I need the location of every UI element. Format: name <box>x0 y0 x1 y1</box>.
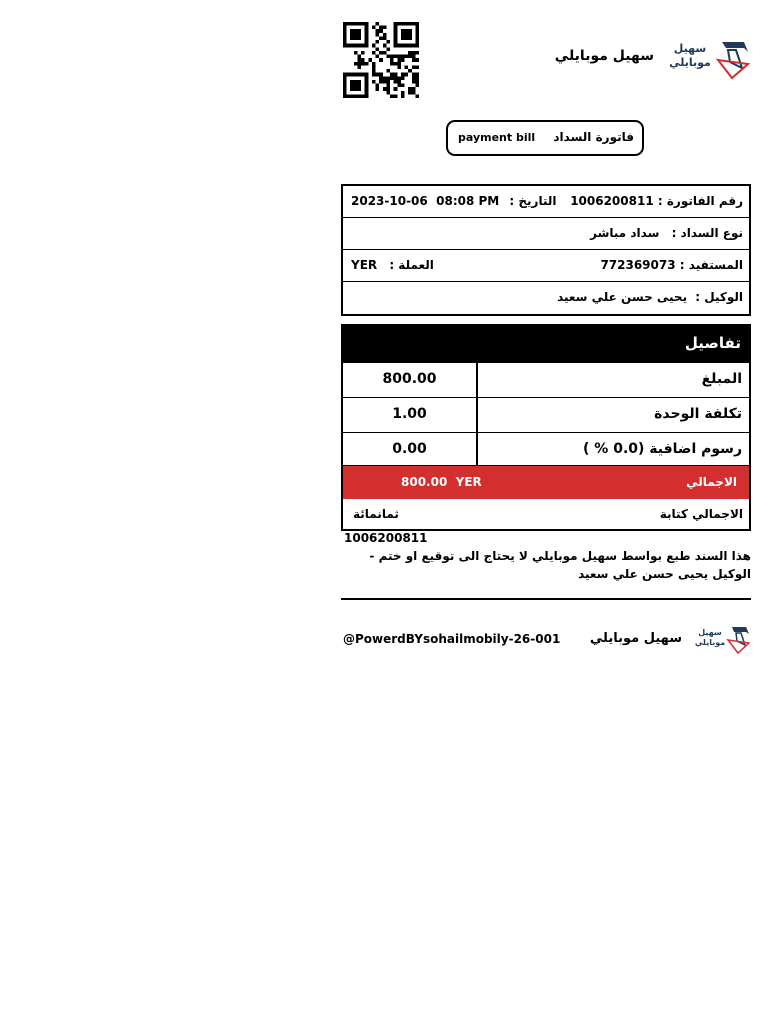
reference-number: 1006200811 <box>344 531 428 545</box>
details-row-extra-fees <box>343 433 749 466</box>
divider <box>341 598 751 600</box>
qr-code-icon <box>341 22 421 98</box>
logo-text: سهيل موبايلي <box>669 42 711 69</box>
note-line-2: الوكيل يحيى حسن علي سعيد <box>578 567 751 581</box>
footer-brand-name: سهيل موبايلي <box>589 631 682 646</box>
currency-value: YER <box>351 258 378 272</box>
agent-field <box>557 290 743 304</box>
payment-type-field <box>590 226 743 240</box>
beneficiary-field <box>600 258 743 272</box>
unit-cost-value: 1.00 <box>343 398 478 432</box>
extra-fees-label: رسوم اضافية (0.0 % ) <box>583 441 742 457</box>
total-label: الاجمالي <box>686 475 737 489</box>
details-title: تفاصيل <box>684 334 741 352</box>
info-row-invoice <box>343 186 749 218</box>
invoice-number: 1006200811 <box>570 194 654 208</box>
invoice-field <box>570 194 743 208</box>
info-row-agent <box>343 282 749 314</box>
invoice-label: رقم الفاتورة : <box>657 194 743 208</box>
beneficiary-label: المستفيد : <box>679 258 743 272</box>
details-table <box>341 324 751 531</box>
footer-logo-text: سهيل موبايلي <box>694 628 726 647</box>
details-header <box>343 326 749 363</box>
total-words-label: الاجمالي كتابة <box>659 507 743 521</box>
details-row-amount <box>343 363 749 398</box>
title-english: payment bill <box>458 131 536 144</box>
agent-label: الوكيل : <box>695 290 743 304</box>
date-field <box>351 194 556 208</box>
document-title <box>446 120 644 156</box>
currency-label: العملة : <box>389 258 434 272</box>
unit-cost-label: تكلفة الوحدة <box>654 406 742 422</box>
footer-handle: @PowerdBYsohailmobily-26-001 <box>343 632 561 646</box>
footer-logo <box>690 625 750 655</box>
title-arabic: فاتورة السداد <box>553 130 634 144</box>
date-value: 2023-10-06 08:08 PM <box>351 194 500 208</box>
disclaimer-note <box>341 547 751 583</box>
extra-fees-value: 0.00 <box>343 433 478 466</box>
details-row-unit-cost <box>343 398 749 433</box>
amount-value: 800.00 <box>343 363 478 397</box>
total-words-row <box>343 499 749 529</box>
currency-field <box>351 258 434 272</box>
total-words-value: ثمانمائة <box>353 507 399 521</box>
payment-type-label: نوع السداد : <box>671 226 743 240</box>
payment-type-value: سداد مباشر <box>590 226 660 240</box>
total-row <box>343 466 749 499</box>
total-value: 800.00 YER <box>401 475 482 489</box>
brand-logo <box>660 38 750 82</box>
info-row-payment-type <box>343 218 749 250</box>
date-label: التاريخ : <box>509 194 557 208</box>
invoice-info-box <box>341 184 751 316</box>
brand-name: سهيل موبايلي <box>554 48 654 64</box>
note-line-1: هذا السند طبع بواسط سهيل موبايلي لا يحتاج الى توقيع او ختم - <box>369 549 751 563</box>
amount-label: المبلغ <box>701 371 742 387</box>
agent-value: يحيى حسن علي سعيد <box>557 290 688 304</box>
beneficiary-value: 772369073 <box>600 258 676 272</box>
info-row-beneficiary <box>343 250 749 282</box>
